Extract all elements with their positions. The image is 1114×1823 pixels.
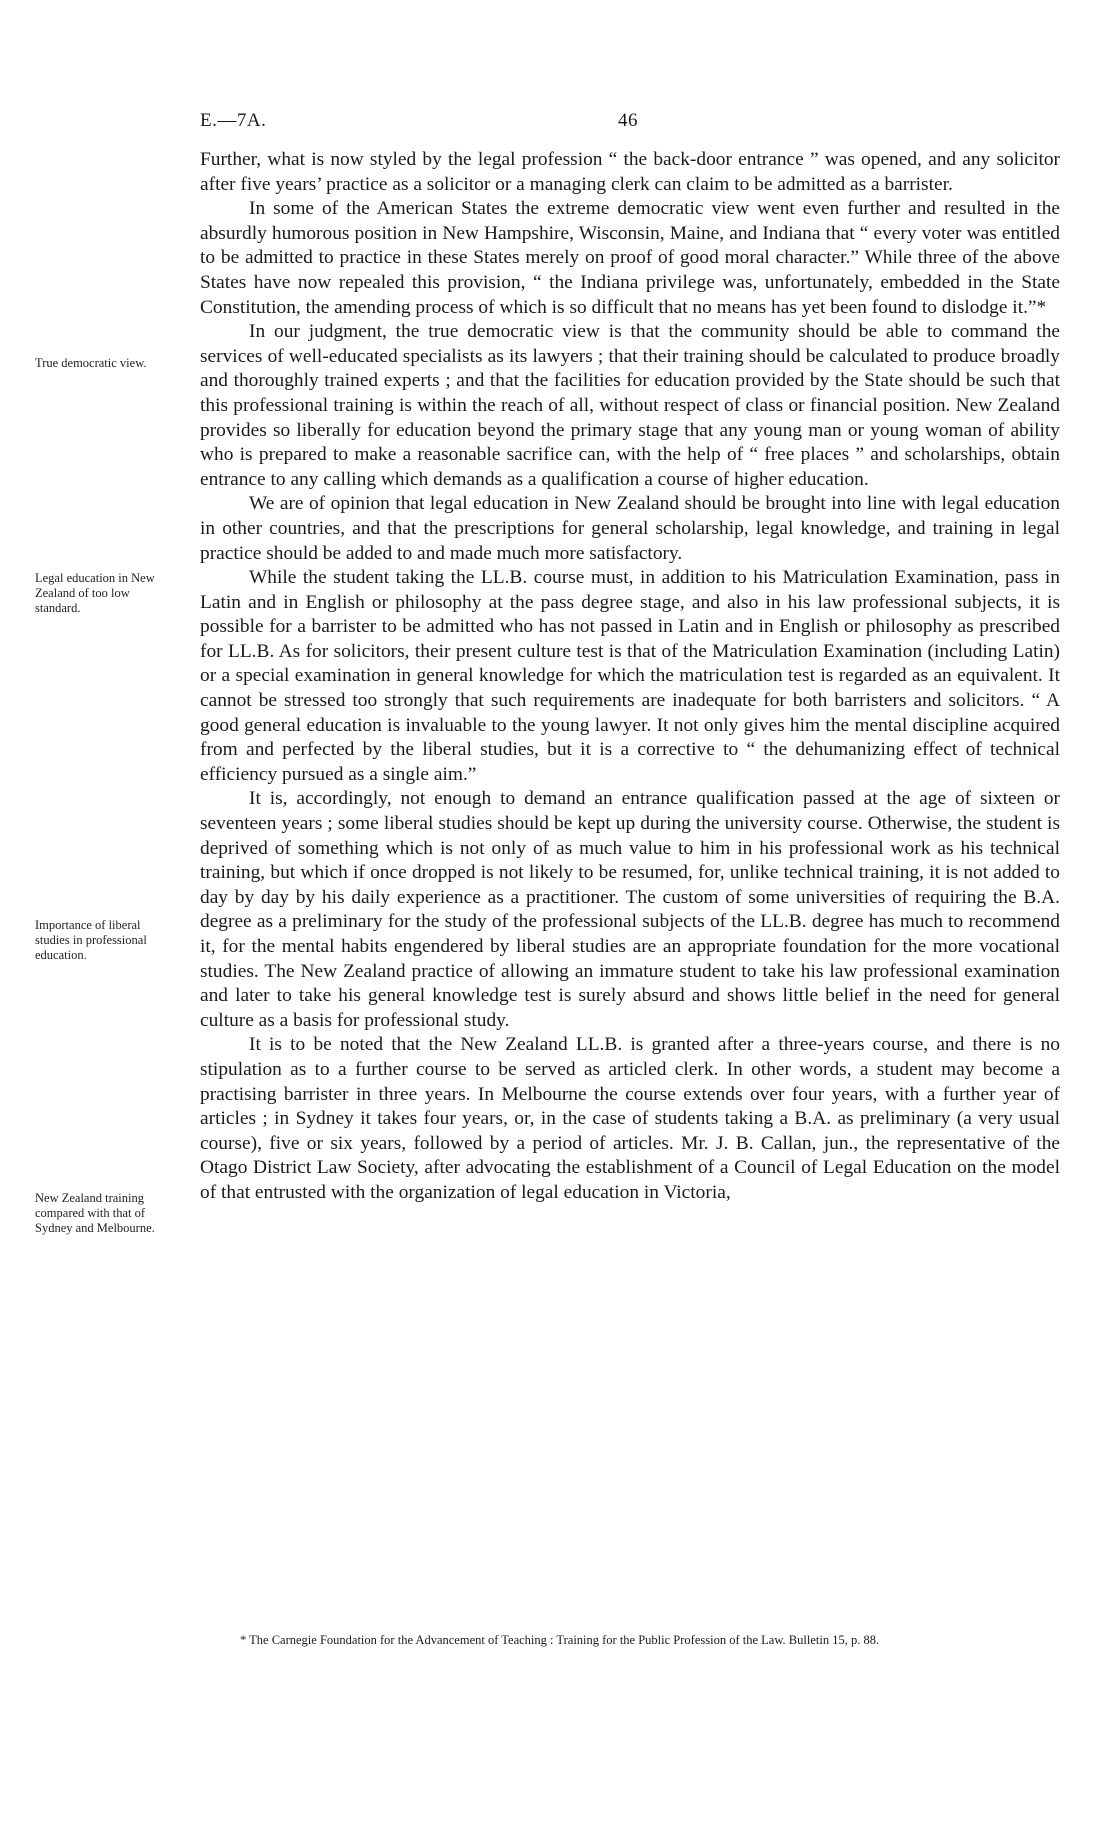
paragraph: In some of the American States the extreme democratic view went even further and resulted in the absurdly humorous position in New Hampshire, Wisconsin, Maine, and Indiana that “ every voter was entitled to be admitted to practice in these States merely on proof of good moral character.” While three of the above States have now repealed this provision, “ the Indiana privilege was, unfortunately, embedded in the State Constitution, the amending process of which is so difficult that no means has yet been found to dislodge it.”* bbox=[200, 198, 1060, 318]
sidenote-legal-education-standard bbox=[35, 571, 175, 616]
sidenote-text: True democratic view. bbox=[35, 356, 147, 370]
footnote bbox=[200, 1632, 1060, 1648]
paragraph: Further, what is now styled by the legal profession “ the back-door entrance ” was opened, and any solicitor after five years’ practice as a solicitor or a managing clerk can claim to be admitted as a barrister. bbox=[200, 149, 1060, 195]
footnote-text: * The Carnegie Foundation for the Advancement of Teaching : Training for the Public Profession of the Law. Bulletin 15, p. 88. bbox=[240, 1633, 880, 1647]
paragraph: In our judgment, the true democratic view is that the community should be able to command the services of well-educated specialists as its lawyers ; that their training should be calculated to produce broadly and thoroughly trained experts ; and that the facilities for education provided by the State should be such that this professional training is within the reach of all, without respect of class or financial position. New Zealand provides so liberally for education beyond the primary stage that any young man or young woman of ability who is prepared to make a reasonable sacrifice can, with the help of “ free places ” and scholarships, obtain entrance to any calling which demands as a qualification a course of higher education. bbox=[200, 321, 1060, 490]
sidenote-text: Legal education in New Zealand of too low standard. bbox=[35, 571, 155, 615]
sidenote-liberal-studies bbox=[35, 918, 175, 963]
sidenote-true-democratic-view bbox=[35, 356, 175, 371]
paragraph: It is, accordingly, not enough to demand an entrance qualification passed at the age of sixteen or seventeen years ; some liberal studies should be kept up during the university course. Otherwise, the student is deprived of something which is not only of as much value to him in his professional work as his technical training, but which if once dropped is not likely to be resumed, for, unlike technical training, it is not added to day by day by his daily experience as a practitioner. The custom of some universities of requiring the B.A. degree as a preliminary for the study of the professional subjects of the LL.B. degree has much to recommend it, for the mental habits engendered by liberal studies are an appropriate foundation for the more vocational studies. The New Zealand practice of allowing an immature student to take his law professional examination and later to take his general knowledge test is surely absurd and shows little belief in the need for general culture as a basis for professional study. bbox=[200, 788, 1060, 1031]
sidenote-nz-training-compared bbox=[35, 1191, 175, 1236]
main-text bbox=[200, 148, 1060, 1206]
page-number: 46 bbox=[618, 110, 638, 131]
sidenote-text: New Zealand training compared with that of Sydney and Melbourne. bbox=[35, 1191, 155, 1235]
sidenote-text: Importance of liberal studies in professional education. bbox=[35, 918, 147, 962]
paragraph: While the student taking the LL.B. course must, in addition to his Matriculation Examination, pass in Latin and in English or philosophy at the pass degree stage, and also in his law professional subjects, it is possible for a barrister to be admitted who has not passed in Latin and in English or philosophy as prescribed for LL.B. As for solicitors, their present culture test is that of the Matriculation Examination (including Latin) or a special examination in general knowledge for which the matriculation test is regarded as an equivalent. It cannot be stressed too strongly that such requirements are inadequate for both barristers and solicitors. “ A good general education is invaluable to the young lawyer. It not only gives him the mental discipline acquired from and perfected by the liberal studies, but it is a corrective to “ the dehumanizing effect of technical efficiency pursued as a single aim.” bbox=[200, 567, 1060, 785]
paragraph: It is to be noted that the New Zealand LL.B. is granted after a three-years course, and there is no stipulation as to a further course to be served as articled clerk. In other words, a student may become a practising barrister in three years. In Melbourne the course extends over four years, with a further year of articles ; in Sydney it takes four years, or, in the case of students taking a B.A. as preliminary (a very usual course), five or six years, followed by a period of articles. Mr. J. B. Callan, jun., the representative of the Otago District Law Society, after advocating the establishment of a Council of Legal Education on the model of that entrusted with the organization of legal education in Victoria, bbox=[200, 1034, 1060, 1203]
paragraph: We are of opinion that legal education in New Zealand should be brought into line with legal education in other countries, and that the prescriptions for general scholarship, legal knowledge, and training in legal practice should be added to and made much more satisfactory. bbox=[200, 493, 1060, 564]
document-reference: E.—7A. bbox=[200, 110, 267, 131]
